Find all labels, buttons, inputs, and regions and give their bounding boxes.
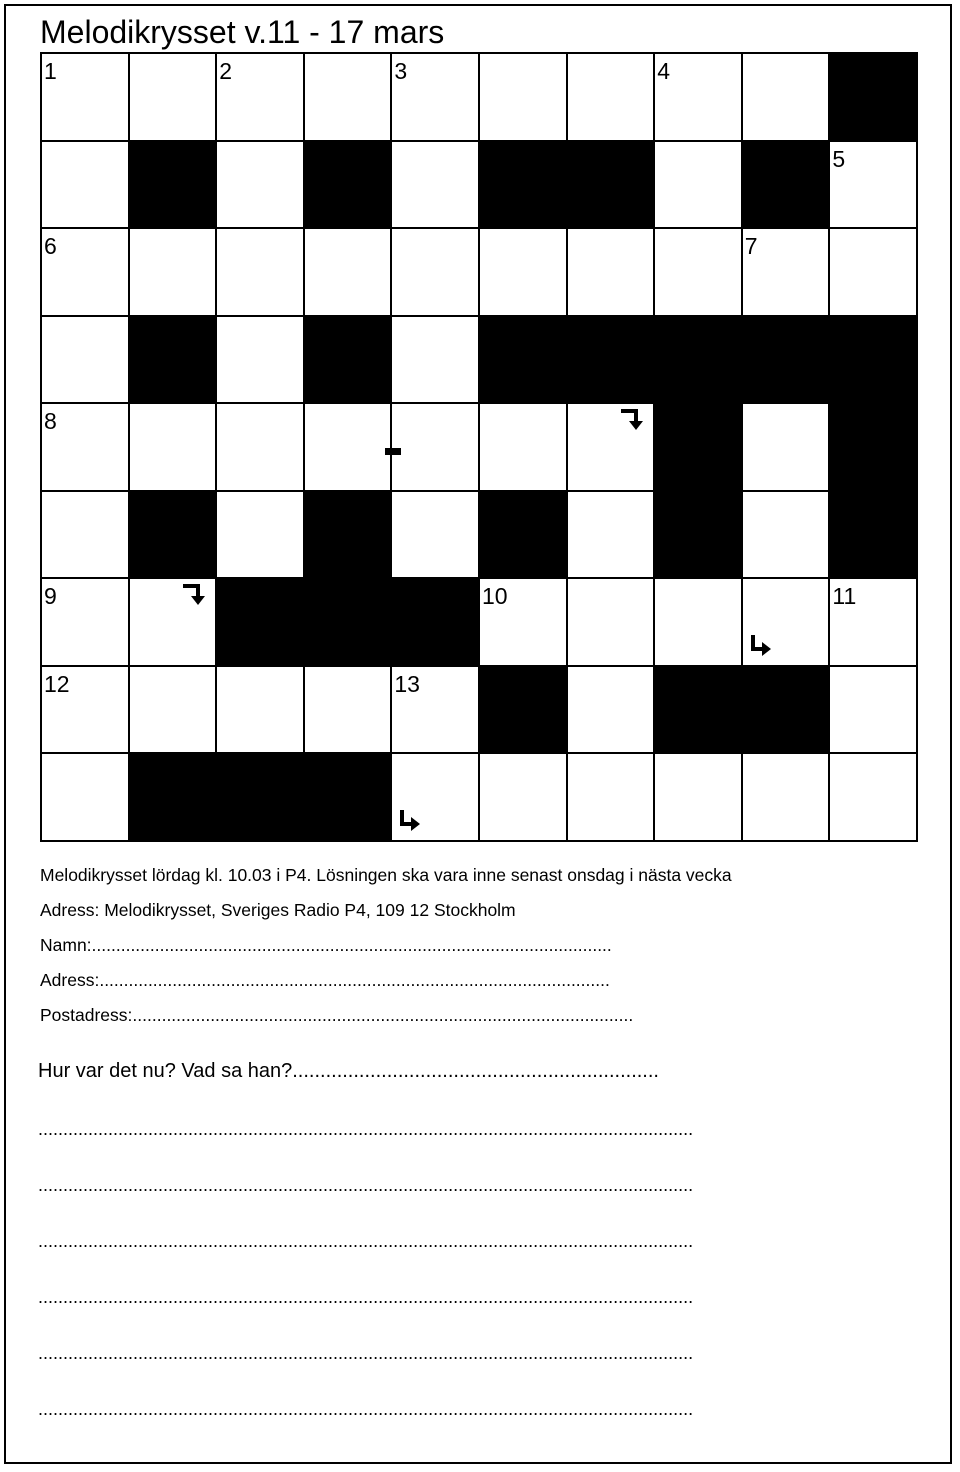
grid-cell[interactable] [655, 142, 743, 230]
grid-block [305, 579, 393, 667]
grid-cell[interactable] [42, 317, 130, 405]
answer-line[interactable]: ................................................................................................................................... [38, 1231, 694, 1251]
grid-cell[interactable] [568, 754, 656, 842]
grid-cell[interactable] [480, 404, 568, 492]
grid-cell[interactable] [655, 229, 743, 317]
postal-address: Adress: Melodikrysset, Sveriges Radio P4, 109 12 Stockholm [40, 900, 516, 920]
grid-block [568, 142, 656, 230]
grid-cell[interactable] [42, 229, 130, 317]
clue-number: 5 [832, 145, 846, 172]
answer-line[interactable]: ................................................................................................................................... [38, 1119, 694, 1139]
grid-block [655, 667, 743, 755]
arrow-right-down-icon [620, 408, 650, 434]
grid-cell[interactable] [217, 667, 305, 755]
grid-cell[interactable] [480, 54, 568, 142]
postal-field[interactable]: Postadress:....................................................................................................... [40, 1005, 634, 1025]
grid-block [655, 404, 743, 492]
clue-number: 3 [394, 58, 408, 84]
address-field[interactable]: Adress:......................................................................................................... [40, 970, 610, 990]
clue-number: 4 [657, 58, 670, 84]
grid-block [743, 317, 831, 405]
answer-line[interactable]: ................................................................................................................................... [38, 1399, 694, 1419]
grid-cell[interactable] [830, 142, 918, 230]
grid-cell[interactable] [655, 579, 743, 667]
grid-cell[interactable] [743, 229, 831, 317]
grid-cell[interactable] [743, 404, 831, 492]
grid-block [305, 754, 393, 842]
grid-block [480, 317, 568, 405]
grid-cell[interactable] [42, 404, 130, 492]
grid-cell[interactable] [392, 54, 480, 142]
grid-block [217, 754, 305, 842]
grid-cell[interactable] [568, 229, 656, 317]
grid-cell[interactable] [305, 667, 393, 755]
grid-cell[interactable] [130, 54, 218, 142]
grid-cell[interactable] [217, 229, 305, 317]
grid-cell[interactable] [130, 229, 218, 317]
grid-cell[interactable] [217, 317, 305, 405]
grid-block [830, 404, 918, 492]
clue-number: 6 [44, 233, 57, 260]
grid-block [830, 317, 918, 405]
answer-line[interactable]: ................................................................................................................................... [38, 1287, 694, 1307]
grid-cell[interactable] [392, 754, 480, 842]
grid-cell[interactable] [830, 229, 918, 317]
grid-block [305, 492, 393, 580]
broadcast-info: Melodikrysset lördag kl. 10.03 i P4. Lösningen ska vara inne senast onsdag i nästa vecka [40, 865, 732, 885]
grid-cell[interactable] [655, 754, 743, 842]
grid-block [480, 492, 568, 580]
grid-cell[interactable] [830, 579, 918, 667]
grid-block [480, 667, 568, 755]
answer-line[interactable]: ................................................................................................................................... [38, 1175, 694, 1195]
grid-cell[interactable] [743, 54, 831, 142]
clue-number: 1 [44, 58, 57, 84]
grid-block [392, 579, 480, 667]
grid-block [655, 492, 743, 580]
grid-block [130, 754, 218, 842]
clue-number: 9 [44, 583, 57, 610]
clue-number: 13 [394, 670, 420, 697]
grid-cell[interactable] [130, 579, 218, 667]
grid-block [830, 54, 918, 142]
grid-block [743, 667, 831, 755]
grid-block [480, 142, 568, 230]
grid-cell[interactable] [42, 54, 130, 142]
clue-number: 11 [832, 583, 857, 610]
grid-block [743, 142, 831, 230]
grid-cell[interactable] [568, 54, 656, 142]
grid-cell[interactable] [480, 579, 568, 667]
grid-cell[interactable] [568, 579, 656, 667]
grid-cell[interactable] [42, 492, 130, 580]
arrow-right-down-icon [182, 583, 212, 609]
question-line[interactable]: Hur var det nu? Vad sa han?.................................................................. [38, 1060, 659, 1082]
clue-number: 7 [744, 233, 758, 260]
grid-block [568, 317, 656, 405]
grid-cell[interactable] [655, 54, 743, 142]
grid-cell[interactable] [743, 754, 831, 842]
grid-block [130, 492, 218, 580]
grid-cell[interactable] [305, 229, 393, 317]
grid-cell[interactable] [217, 404, 305, 492]
grid-cell[interactable] [392, 142, 480, 230]
grid-cell[interactable] [392, 229, 480, 317]
clue-number: 2 [219, 58, 232, 84]
grid-cell[interactable] [42, 579, 130, 667]
grid-block [130, 317, 218, 405]
grid-block [830, 492, 918, 580]
grid-cell[interactable] [480, 754, 568, 842]
grid-cell[interactable] [217, 142, 305, 230]
grid-cell[interactable] [568, 492, 656, 580]
grid-cell[interactable] [42, 142, 130, 230]
clue-number: 12 [44, 670, 70, 697]
grid-cell[interactable] [42, 667, 130, 755]
grid-cell[interactable] [305, 404, 393, 492]
grid-cell[interactable] [130, 667, 218, 755]
clue-number: 10 [481, 583, 508, 610]
answer-line[interactable]: ................................................................................................................................... [38, 1343, 694, 1363]
grid-block [655, 317, 743, 405]
grid-cell[interactable] [830, 667, 918, 755]
grid-block [217, 579, 305, 667]
grid-cell[interactable] [42, 754, 130, 842]
grid-cell[interactable] [392, 317, 480, 405]
grid-cell[interactable] [305, 54, 393, 142]
grid-cell[interactable] [743, 492, 831, 580]
grid-cell[interactable] [568, 404, 656, 492]
grid-cell[interactable] [217, 54, 305, 142]
dash-icon [385, 448, 401, 456]
grid-cell[interactable] [392, 667, 480, 755]
grid-cell[interactable] [217, 492, 305, 580]
grid-cell[interactable] [392, 492, 480, 580]
crossword-grid [40, 52, 918, 842]
arrow-down-right-icon [749, 635, 775, 665]
grid-cell[interactable] [743, 579, 831, 667]
grid-block [305, 142, 393, 230]
grid-block [305, 317, 393, 405]
arrow-down-right-icon [398, 810, 424, 840]
grid-cell[interactable] [392, 404, 480, 492]
grid-block [130, 142, 218, 230]
grid-cell[interactable] [830, 754, 918, 842]
page-title: Melodikrysset v.11 - 17 mars [40, 14, 445, 50]
clue-number: 8 [44, 408, 57, 435]
grid-cell[interactable] [130, 404, 218, 492]
grid-cell[interactable] [568, 667, 656, 755]
name-field[interactable]: Namn:........................................................................................................... [40, 935, 612, 955]
grid-cell[interactable] [480, 229, 568, 317]
